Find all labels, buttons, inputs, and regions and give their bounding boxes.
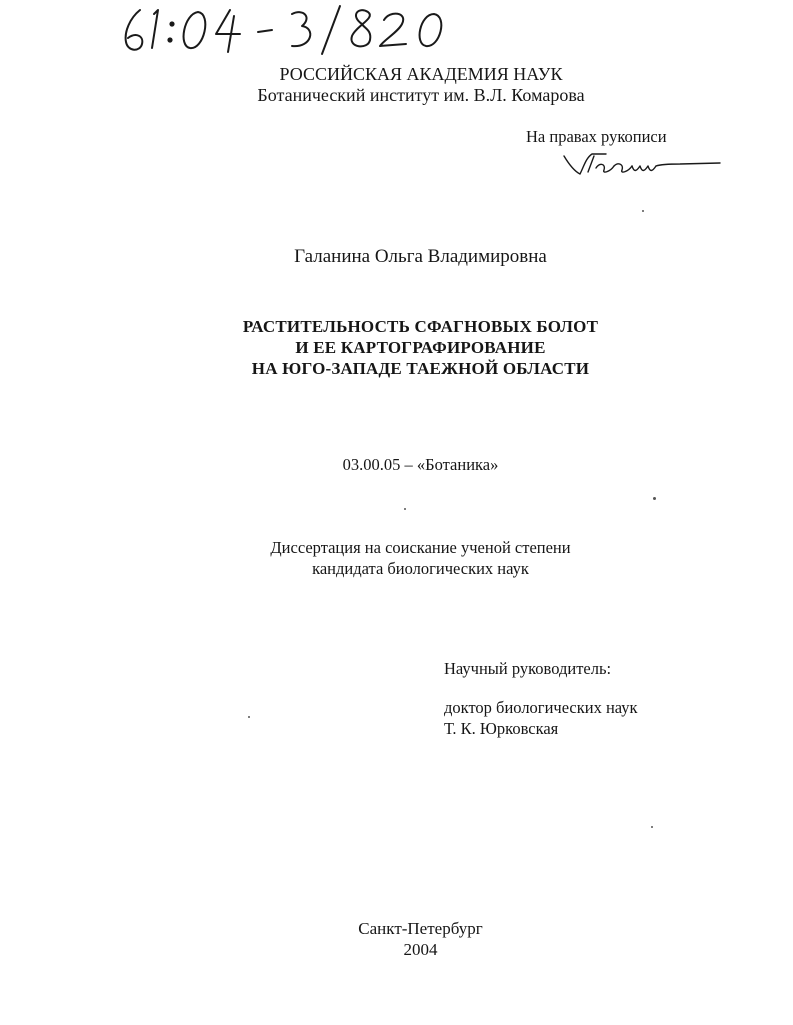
place-and-year bbox=[0, 918, 793, 960]
scan-speck bbox=[642, 210, 644, 212]
dissertation-title bbox=[0, 316, 793, 379]
scan-speck bbox=[651, 826, 653, 828]
title-line-1: РАСТИТЕЛЬНОСТЬ СФАГНОВЫХ БОЛОТ bbox=[242, 317, 599, 336]
degree-line-1: Диссертация на соискание ученой степени bbox=[270, 538, 571, 557]
supervisor-title: доктор биологических наук bbox=[444, 698, 638, 717]
degree-line-2: кандидата биологических наук bbox=[312, 559, 529, 578]
supervisor-name: Т. К. Юрковская bbox=[444, 719, 559, 738]
organization-header bbox=[0, 64, 793, 106]
year: 2004 bbox=[403, 940, 438, 959]
supervisor-block bbox=[444, 697, 638, 739]
author-signature bbox=[562, 150, 722, 180]
author-name: Галанина Ольга Владимировна bbox=[294, 246, 547, 267]
academy-name: РОССИЙСКАЯ АКАДЕМИЯ НАУК bbox=[279, 64, 563, 84]
scan-speck bbox=[248, 716, 250, 718]
scan-speck bbox=[653, 497, 656, 500]
manuscript-rights-note: На правах рукописи bbox=[526, 127, 667, 146]
supervisor-label: Научный руководитель: bbox=[444, 659, 612, 678]
scan-speck bbox=[404, 508, 406, 510]
title-line-3: НА ЮГО-ЗАПАДЕ ТАЕЖНОЙ ОБЛАСТИ bbox=[251, 359, 590, 378]
city: Санкт-Петербург bbox=[358, 919, 483, 938]
institute-name: Ботанический институт им. В.Л. Комарова bbox=[257, 85, 585, 105]
title-line-2: И ЕЕ КАРТОГРАФИРОВАНИЕ bbox=[295, 338, 546, 357]
handwritten-archive-code bbox=[118, 2, 458, 60]
specialty-code: 03.00.05 – «Ботаника» bbox=[342, 455, 499, 474]
degree-statement bbox=[0, 537, 793, 579]
